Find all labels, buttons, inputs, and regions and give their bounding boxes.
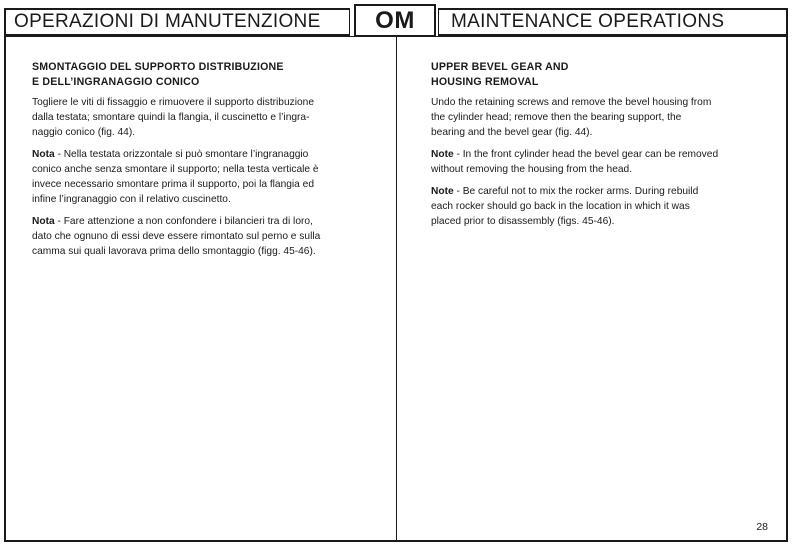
text-fragment: - Be careful not to mix the rocker arms. During rebuild xyxy=(453,186,699,197)
note-label: Note xyxy=(431,149,454,160)
note-label: Note xyxy=(431,186,454,197)
english-column xyxy=(431,60,763,236)
text-line: dato che ognuno di essi deve essere rimontato sul perno e sulla xyxy=(32,231,321,242)
english-note-2 xyxy=(431,184,763,229)
header-section-code: OM xyxy=(354,4,436,37)
italian-note-1 xyxy=(32,147,372,207)
english-paragraph-1 xyxy=(431,95,763,140)
english-section-title xyxy=(431,60,763,90)
italian-paragraph-1 xyxy=(32,95,372,140)
text-line: each rocker should go back in the location in which it was xyxy=(431,201,690,212)
text-fragment: - In the front cylinder head the bevel gear can be removed xyxy=(453,149,719,160)
title-line: SMONTAGGIO DEL SUPPORTO DISTRIBUZIONE xyxy=(32,61,284,73)
text-line: without removing the housing from the head. xyxy=(431,164,633,175)
text-line: naggio conico (fig. 44). xyxy=(32,127,136,138)
text-fragment: - Nella testata orizzontale si può smontare l’ingranaggio xyxy=(54,149,309,160)
title-line: UPPER BEVEL GEAR AND xyxy=(431,61,569,73)
italian-note-2 xyxy=(32,214,372,259)
note-label: Nota xyxy=(32,216,55,227)
text-line: infine l’ingranaggio con il relativo cuscinetto. xyxy=(32,194,231,205)
text-line: the cylinder head; remove then the bearing support, the xyxy=(431,112,682,123)
text-line xyxy=(32,147,372,162)
text-line xyxy=(431,147,763,162)
text-line xyxy=(32,214,372,229)
page-number: 28 xyxy=(756,521,768,533)
text-fragment: - Fare attenzione a non confondere i bilancieri tra di loro, xyxy=(54,216,313,227)
text-line: camma sui quali lavorava prima dello smontaggio (figg. 45-46). xyxy=(32,246,316,257)
header-english-title: MAINTENANCE OPERATIONS xyxy=(438,8,788,36)
italian-column xyxy=(32,60,372,266)
text-line: Undo the retaining screws and remove the bevel housing from xyxy=(431,97,712,108)
text-line: bearing and the bevel gear (fig. 44). xyxy=(431,127,593,138)
header-italian-title: OPERAZIONI DI MANUTENZIONE xyxy=(4,8,350,36)
text-line: invece necessario smontare prima il supporto, poi la flangia ed xyxy=(32,179,315,190)
english-note-1 xyxy=(431,147,763,177)
column-divider xyxy=(396,36,397,542)
text-line: conico anche senza smontare il supporto; nella testa verticale è xyxy=(32,164,319,175)
text-line: placed prior to disassembly (figs. 45-46). xyxy=(431,216,615,227)
note-label: Nota xyxy=(32,149,55,160)
title-line: E DELL’INGRANAGGIO CONICO xyxy=(32,76,200,88)
text-line xyxy=(431,184,763,199)
title-line: HOUSING REMOVAL xyxy=(431,76,539,88)
text-line: dalla testata; smontare quindi la flangia, il cuscinetto e l’ingra- xyxy=(32,112,310,123)
text-line: Togliere le viti di fissaggio e rimuovere il supporto distribuzione xyxy=(32,97,314,108)
italian-section-title xyxy=(32,60,372,90)
